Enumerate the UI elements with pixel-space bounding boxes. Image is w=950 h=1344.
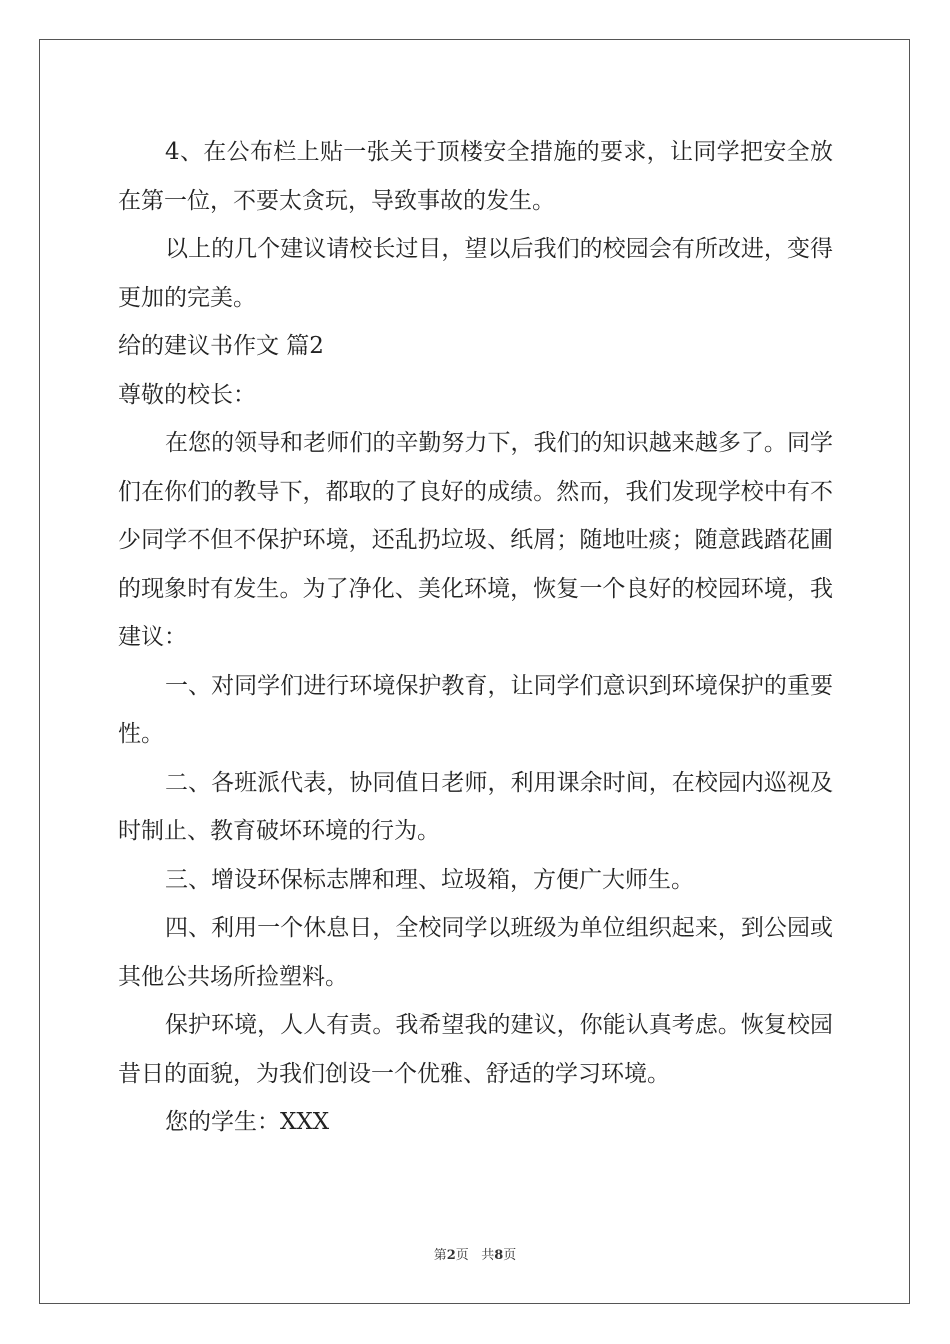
paragraph-conclusion: 保护环境，人人有责。我希望我的建议，你能认真考虑。恢复校园昔日的面貌，为我们创设一个优雅、舒适的学习环境。: [118, 1012, 833, 1087]
total-prefix: 共: [481, 1248, 495, 1263]
paragraph-closing-1: 以上的几个建议请校长过目，望以后我们的校园会有所改进，变得更加的完美。: [118, 236, 833, 311]
paragraph-suggestion-3: 三、增设环保标志牌和理、垃圾箱，方便广大师生。: [165, 866, 694, 893]
page-prefix: 第: [433, 1248, 447, 1263]
paragraph-intro: 在您的领导和老师们的辛勤努力下，我们的知识越来越多了。同学们在你们的教导下，都取的了良好的成绩。然而，我们发现学校中有不少同学不但不保护环境，还乱扔垃圾、纸屑；随地吐痰；随意践踏花圃的现象时有发生。为了净化、美化环境，恢复一个良好的校园环境，我建议：: [118, 430, 833, 650]
paragraph-suggestion-2: 二、各班派代表，协同值日老师，利用课余时间，在校园内巡视及时制止、教育破坏环境的行为。: [118, 769, 833, 844]
section-heading: 给的建议书作文 篇2: [118, 333, 324, 359]
page-suffix: 页: [455, 1248, 469, 1263]
paragraph-safety-notice: 4、在公布栏上贴一张关于顶楼安全措施的要求，让同学把安全放在第一位，不要太贪玩，导致事故的发生。: [118, 139, 833, 214]
page-footer: [0, 1244, 950, 1263]
document-body: [118, 128, 833, 1147]
total-suffix: 页: [503, 1248, 517, 1263]
signature: 您的学生：XXX: [165, 1109, 330, 1135]
page-total: 8: [494, 1248, 504, 1263]
salutation: 尊敬的校长：: [118, 381, 256, 408]
paragraph-suggestion-4: 四、利用一个休息日，全校同学以班级为单位组织起来，到公园或其他公共场所捡塑料。: [118, 915, 833, 990]
paragraph-suggestion-1: 一、对同学们进行环境保护教育，让同学们意识到环境保护的重要性。: [118, 672, 833, 747]
page-current: 2: [446, 1248, 456, 1263]
